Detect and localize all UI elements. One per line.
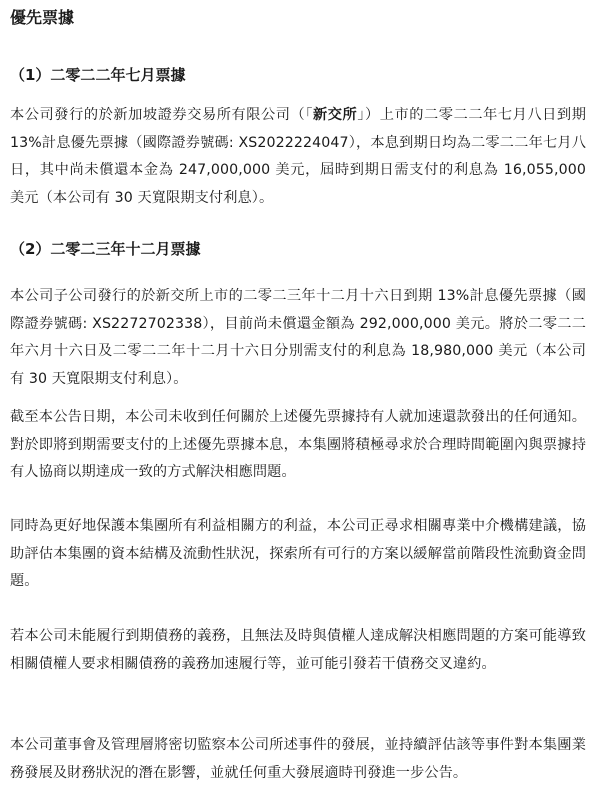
paragraph-cross-default-risk: 若本公司未能履行到期債務的義務，且無法及時與債權人達成解決相應問題的方案可能導致相關債權人要求相關債務的義務加速履行等，並可能引發若干債務交叉違約。 bbox=[10, 628, 586, 672]
paragraph-december-2023-notes: 本公司子公司發行的於新交所上市的二零二三年十二月十六日到期 13%計息優先票據（國際證券號碼: XS2272702338），目前尚未償還金額為 292,000,000 美元。將於二零二二年六月十六日及二零二二年十二月十六日分別需支付的利息為 18,980,000 美元（本公司有 30 天寬限期支付利息）。 bbox=[10, 288, 586, 387]
document-title: 優先票據 bbox=[10, 8, 75, 27]
paragraph-professional-advice: 同時為更好地保護本集團所有利益相關方的利益，本公司正尋求相關專業中介機構建議，協助評估本集團的資本結構及流動性狀況，探索所有可行的方案以緩解當前階段性流動資金問題。 bbox=[10, 518, 586, 589]
section-heading-july-2022: （1）二零二二年七月票據 bbox=[10, 66, 186, 84]
paragraph-text: 本公司發行的於新加坡證券交易所有限公司（「 bbox=[10, 107, 313, 123]
paragraph-no-acceleration-notice: 截至本公告日期，本公司未收到任何關於上述優先票據持有人就加速還款發出的任何通知。對於即將到期需要支付的上述優先票據本息，本集團將積極尋求於合理時間範圍內與票據持有人協商以期達成一致的方式解決相應問題。 bbox=[10, 409, 586, 480]
section-heading-december-2023: （2）二零二三年十二月票據 bbox=[10, 240, 201, 258]
paragraph-july-2022-notes bbox=[10, 102, 586, 212]
sgx-abbreviation: 新交所 bbox=[313, 107, 358, 123]
paragraph-text: 」）上市的二零二二年七月八日到期 13%計息優先票據（國際證券號碼: XS2022224047），本息到期日均為二零二二年七月八日，其中尚未償還本金為 247,000,000 美元，屆時到期日需支付的利息為 16,055,000 美元（本公司有 30 天寬限期支付利息）。 bbox=[10, 107, 586, 206]
paragraph-board-monitoring: 本公司董事會及管理層將密切監察本公司所述事件的發展，並持續評估該等事件對本集團業務發展及財務狀況的潛在影響，並就任何重大發展適時刊發進一步公告。 bbox=[10, 737, 586, 781]
